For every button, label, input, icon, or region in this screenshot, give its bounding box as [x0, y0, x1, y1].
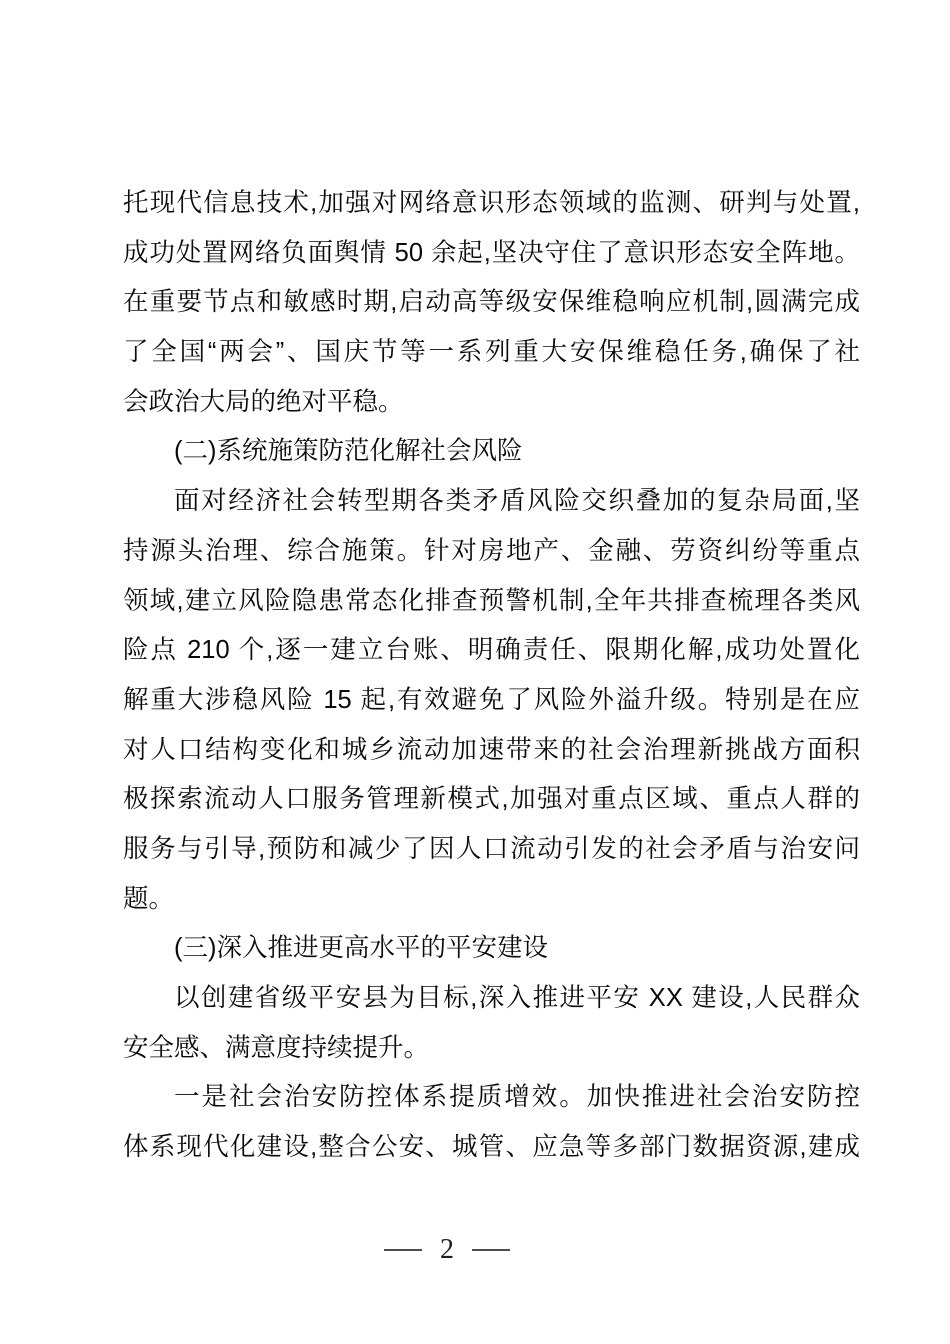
text-line: 成功处置网络负面舆情 50 余起,坚决守住了意识形态安全阵地。 — [123, 238, 860, 267]
text-line: 题。 — [123, 884, 175, 913]
text-line: 会政治大局的绝对平稳。 — [123, 387, 404, 416]
text-line: 体系现代化建设,整合公安、城管、应急等多部门数据资源,建成 — [123, 1133, 860, 1162]
text-line: 以创建省级平安县为目标,深入推进平安 XX 建设,人民群众 — [174, 984, 860, 1012]
footer-right-dash — [472, 1249, 510, 1252]
footer-left-dash — [384, 1249, 422, 1252]
text-line: 一是社会治安防控体系提质增效。加快推进社会治安防控 — [174, 1083, 860, 1112]
text-line: 持源头治理、综合施策。针对房地产、金融、劳资纠纷等重点 — [123, 536, 860, 565]
text-line: 解重大涉稳风险 15 起,有效避免了风险外溢升级。特别是在应 — [123, 685, 860, 714]
page-footer — [0, 1236, 922, 1264]
text-line: 对人口结构变化和城乡流动加速带来的社会治理新挑战方面积 — [123, 735, 860, 764]
document-body — [123, 179, 860, 1173]
text-line: 在重要节点和敏感时期,启动高等级安保维稳响应机制,圆满完成 — [123, 288, 860, 317]
text-line: 安全感、满意度持续提升。 — [123, 1033, 430, 1062]
text-line: 了全国“两会”、国庆节等一系列重大安保维稳任务,确保了社 — [123, 338, 860, 367]
text-line: 极探索流动人口服务管理新模式,加强对重点区域、重点人群的 — [123, 785, 860, 814]
text-line: (二)系统施策防范化解社会风险 — [174, 437, 523, 466]
text-line: 领域,建立风险隐患常态化排查预警机制,全年共排查梳理各类风 — [123, 586, 860, 615]
page-number: 2 — [440, 1234, 454, 1265]
text-line: 服务与引导,预防和减少了因人口流动引发的社会矛盾与治安问 — [123, 834, 860, 863]
text-line: (三)深入推进更高水平的平安建设 — [174, 934, 548, 963]
text-line: 托现代信息技术,加强对网络意识形态领域的监测、研判与处置, — [123, 189, 860, 217]
text-line: 险点 210 个,逐一建立台账、明确责任、限期化解,成功处置化 — [123, 636, 860, 665]
text-line: 面对经济社会转型期各类矛盾风险交织叠加的复杂局面,坚 — [174, 487, 860, 516]
